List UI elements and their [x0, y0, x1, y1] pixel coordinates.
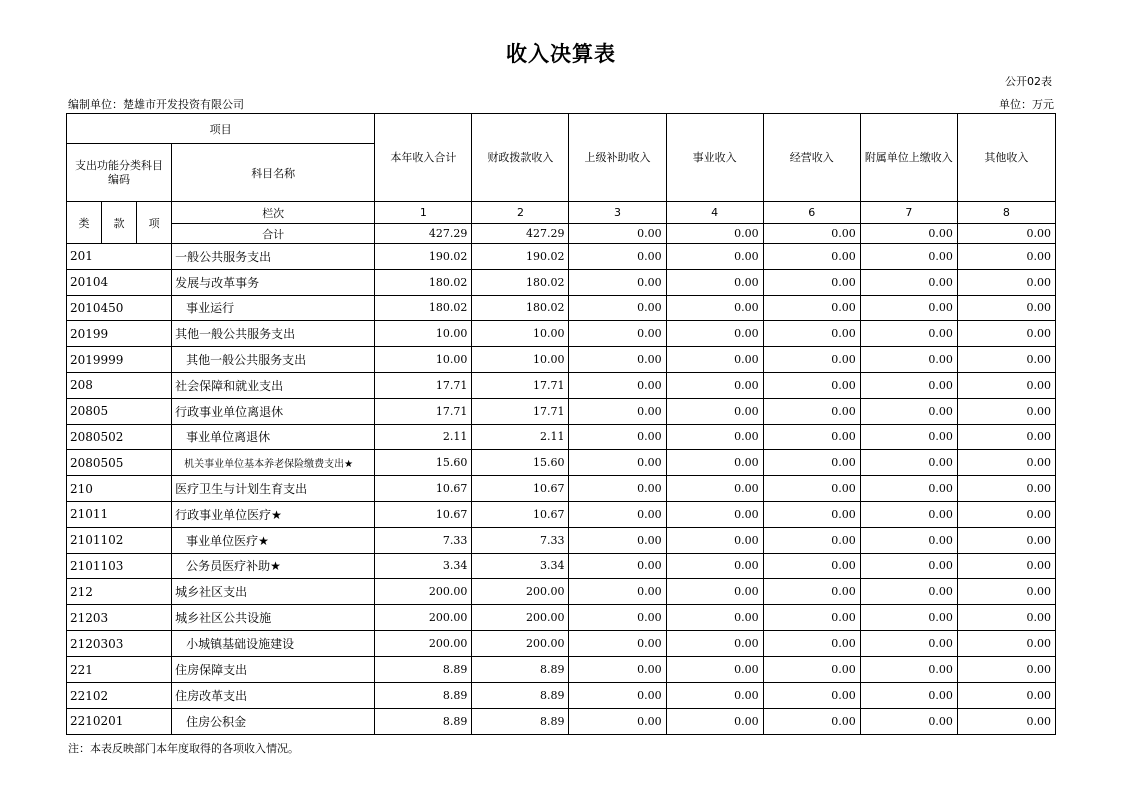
row-value: 8.89 [375, 657, 472, 683]
table-row [67, 424, 1056, 450]
row-value: 8.89 [472, 683, 569, 709]
row-value: 0.00 [860, 631, 957, 657]
row-value: 200.00 [375, 579, 472, 605]
row-subject-name: 住房保障支出 [172, 657, 375, 683]
row-value: 0.00 [763, 321, 860, 347]
row-code: 201 [67, 244, 172, 270]
row-value: 15.60 [472, 450, 569, 476]
row-value: 0.00 [957, 398, 1055, 424]
row-value: 10.67 [375, 501, 472, 527]
row-subject-name: 发展与改革事务 [172, 269, 375, 295]
row-code: 21203 [67, 605, 172, 631]
header-item: 项目 [67, 114, 375, 144]
row-value: 0.00 [957, 295, 1055, 321]
table-row [67, 269, 1056, 295]
row-value: 0.00 [860, 501, 957, 527]
row-value: 0.00 [666, 631, 763, 657]
row-value: 180.02 [375, 269, 472, 295]
table-row [67, 708, 1056, 734]
table-row [67, 553, 1056, 579]
total-value: 0.00 [860, 224, 957, 244]
row-subject-name: 社会保障和就业支出 [172, 372, 375, 398]
row-value: 0.00 [666, 683, 763, 709]
row-value: 0.00 [569, 605, 666, 631]
header-col-2: 财政拨款收入 [472, 114, 569, 202]
row-value: 0.00 [860, 657, 957, 683]
header-col-3: 上级补助收入 [569, 114, 666, 202]
row-subject-name: 医疗卫生与计划生育支出 [172, 476, 375, 502]
row-value: 0.00 [666, 372, 763, 398]
row-value: 0.00 [957, 372, 1055, 398]
row-value: 7.33 [375, 527, 472, 553]
row-value: 180.02 [375, 295, 472, 321]
row-code: 208 [67, 372, 172, 398]
row-value: 0.00 [763, 398, 860, 424]
row-code: 2080505 [67, 450, 172, 476]
row-value: 0.00 [860, 476, 957, 502]
row-subject-name: 其他一般公共服务支出 [172, 321, 375, 347]
total-value: 427.29 [375, 224, 472, 244]
row-value: 0.00 [860, 450, 957, 476]
row-value: 200.00 [472, 579, 569, 605]
header-kuan: 款 [102, 202, 137, 244]
row-subject-name: 行政事业单位医疗★ [172, 501, 375, 527]
table-row [67, 579, 1056, 605]
header-code-group: 支出功能分类科目编码 [67, 144, 172, 202]
table-row [67, 501, 1056, 527]
table-row [67, 631, 1056, 657]
form-code: 公开02表 [1005, 75, 1052, 88]
row-value: 0.00 [860, 579, 957, 605]
row-value: 0.00 [666, 347, 763, 373]
table-row [67, 476, 1056, 502]
row-code: 20104 [67, 269, 172, 295]
table-row [67, 347, 1056, 373]
row-value: 0.00 [666, 553, 763, 579]
row-value: 8.89 [375, 708, 472, 734]
row-code: 221 [67, 657, 172, 683]
table-row [67, 683, 1056, 709]
total-value: 427.29 [472, 224, 569, 244]
row-value: 0.00 [957, 347, 1055, 373]
row-value: 10.67 [375, 476, 472, 502]
table-row [67, 657, 1056, 683]
row-value: 17.71 [472, 398, 569, 424]
table-row [67, 527, 1056, 553]
footnote: 注：本表反映部门本年度取得的各项收入情况。 [68, 742, 299, 755]
column-number: 1 [375, 202, 472, 224]
row-value: 0.00 [763, 527, 860, 553]
row-subject-name: 住房公积金 [172, 708, 375, 734]
row-value: 0.00 [569, 683, 666, 709]
row-value: 0.00 [860, 683, 957, 709]
row-value: 200.00 [375, 605, 472, 631]
row-value: 0.00 [860, 527, 957, 553]
row-value: 0.00 [763, 708, 860, 734]
header-col-5: 经营收入 [763, 114, 860, 202]
row-value: 0.00 [860, 347, 957, 373]
row-value: 180.02 [472, 269, 569, 295]
row-code: 212 [67, 579, 172, 605]
row-value: 0.00 [666, 657, 763, 683]
row-subject-name: 城乡社区支出 [172, 579, 375, 605]
row-value: 0.00 [763, 631, 860, 657]
row-subject-name: 城乡社区公共设施 [172, 605, 375, 631]
row-value: 8.89 [472, 657, 569, 683]
header-subject-name: 科目名称 [172, 144, 375, 202]
row-value: 0.00 [957, 501, 1055, 527]
row-value: 0.00 [666, 295, 763, 321]
total-label: 合计 [172, 224, 375, 244]
row-value: 10.00 [472, 321, 569, 347]
row-value: 10.67 [472, 476, 569, 502]
row-subject-name: 机关事业单位基本养老保险缴费支出★ [172, 450, 375, 476]
row-value: 200.00 [472, 605, 569, 631]
row-code: 20199 [67, 321, 172, 347]
income-table [66, 113, 1056, 735]
row-value: 0.00 [860, 372, 957, 398]
row-value: 15.60 [375, 450, 472, 476]
row-value: 0.00 [860, 321, 957, 347]
table-row [67, 605, 1056, 631]
table-row [67, 244, 1056, 270]
table-row [67, 295, 1056, 321]
total-value: 0.00 [666, 224, 763, 244]
row-value: 0.00 [957, 657, 1055, 683]
row-value: 200.00 [472, 631, 569, 657]
row-value: 10.67 [472, 501, 569, 527]
row-subject-name: 行政事业单位离退休 [172, 398, 375, 424]
row-value: 0.00 [569, 398, 666, 424]
row-value: 0.00 [569, 347, 666, 373]
row-value: 0.00 [569, 501, 666, 527]
row-value: 0.00 [763, 244, 860, 270]
row-value: 0.00 [763, 372, 860, 398]
row-value: 0.00 [860, 605, 957, 631]
row-value: 0.00 [957, 450, 1055, 476]
row-value: 0.00 [569, 372, 666, 398]
row-value: 0.00 [957, 269, 1055, 295]
row-value: 0.00 [569, 708, 666, 734]
row-value: 0.00 [860, 269, 957, 295]
row-subject-name: 小城镇基础设施建设 [172, 631, 375, 657]
row-subject-name: 事业单位医疗★ [172, 527, 375, 553]
row-value: 0.00 [763, 605, 860, 631]
row-value: 0.00 [957, 631, 1055, 657]
row-value: 0.00 [666, 501, 763, 527]
row-code: 20805 [67, 398, 172, 424]
row-value: 0.00 [666, 527, 763, 553]
row-value: 0.00 [666, 476, 763, 502]
row-value: 0.00 [666, 579, 763, 605]
header-column-order: 栏次 [172, 202, 375, 224]
row-value: 0.00 [569, 450, 666, 476]
row-value: 0.00 [763, 683, 860, 709]
row-code: 2101102 [67, 527, 172, 553]
row-subject-name: 其他一般公共服务支出 [172, 347, 375, 373]
row-value: 0.00 [569, 295, 666, 321]
column-number: 3 [569, 202, 666, 224]
row-value: 0.00 [569, 527, 666, 553]
row-value: 0.00 [957, 683, 1055, 709]
row-code: 2019999 [67, 347, 172, 373]
row-value: 0.00 [957, 579, 1055, 605]
row-value: 7.33 [472, 527, 569, 553]
row-code: 21011 [67, 501, 172, 527]
table-row [67, 372, 1056, 398]
row-value: 10.00 [472, 347, 569, 373]
row-value: 8.89 [472, 708, 569, 734]
row-value: 0.00 [666, 450, 763, 476]
column-number: 2 [472, 202, 569, 224]
page-title: 收入决算表 [506, 42, 616, 66]
row-value: 0.00 [569, 579, 666, 605]
row-code: 2080502 [67, 424, 172, 450]
row-value: 0.00 [763, 269, 860, 295]
row-value: 0.00 [957, 244, 1055, 270]
row-value: 0.00 [957, 553, 1055, 579]
row-value: 0.00 [763, 450, 860, 476]
row-value: 2.11 [472, 424, 569, 450]
row-value: 180.02 [472, 295, 569, 321]
row-value: 0.00 [763, 347, 860, 373]
row-code: 2010450 [67, 295, 172, 321]
row-value: 0.00 [666, 269, 763, 295]
header-col-7: 其他收入 [957, 114, 1055, 202]
row-code: 2210201 [67, 708, 172, 734]
row-value: 0.00 [957, 527, 1055, 553]
row-value: 0.00 [763, 476, 860, 502]
row-value: 0.00 [763, 424, 860, 450]
row-code: 210 [67, 476, 172, 502]
column-number: 8 [957, 202, 1055, 224]
row-value: 0.00 [860, 708, 957, 734]
total-value: 0.00 [763, 224, 860, 244]
row-value: 0.00 [569, 321, 666, 347]
row-value: 0.00 [569, 631, 666, 657]
column-number: 7 [860, 202, 957, 224]
row-code: 22102 [67, 683, 172, 709]
row-subject-name: 住房改革支出 [172, 683, 375, 709]
row-value: 0.00 [666, 708, 763, 734]
row-value: 0.00 [569, 244, 666, 270]
row-value: 190.02 [472, 244, 569, 270]
row-value: 10.00 [375, 347, 472, 373]
row-value: 0.00 [860, 244, 957, 270]
row-code: 2101103 [67, 553, 172, 579]
row-value: 0.00 [666, 424, 763, 450]
preparing-unit: 编制单位：楚雄市开发投资有限公司 [68, 98, 244, 111]
header-lei: 类 [67, 202, 102, 244]
row-value: 190.02 [375, 244, 472, 270]
column-number: 4 [666, 202, 763, 224]
table-row [67, 450, 1056, 476]
table-row [67, 398, 1056, 424]
row-value: 0.00 [957, 476, 1055, 502]
row-value: 0.00 [763, 579, 860, 605]
row-value: 0.00 [569, 424, 666, 450]
total-value: 0.00 [957, 224, 1055, 244]
row-value: 0.00 [860, 398, 957, 424]
column-number: 6 [763, 202, 860, 224]
row-value: 200.00 [375, 631, 472, 657]
row-value: 0.00 [666, 398, 763, 424]
header-xiang: 项 [137, 202, 172, 244]
row-subject-name: 事业单位离退休 [172, 424, 375, 450]
header-col-4: 事业收入 [666, 114, 763, 202]
row-value: 0.00 [763, 553, 860, 579]
row-subject-name: 一般公共服务支出 [172, 244, 375, 270]
row-value: 0.00 [763, 657, 860, 683]
table-row [67, 321, 1056, 347]
row-value: 0.00 [569, 657, 666, 683]
row-value: 0.00 [957, 605, 1055, 631]
row-value: 3.34 [472, 553, 569, 579]
row-value: 8.89 [375, 683, 472, 709]
currency-unit: 单位：万元 [999, 98, 1054, 111]
header-col-6: 附属单位上缴收入 [860, 114, 957, 202]
row-value: 0.00 [860, 553, 957, 579]
row-value: 0.00 [763, 501, 860, 527]
row-subject-name: 事业运行 [172, 295, 375, 321]
row-value: 0.00 [666, 244, 763, 270]
row-value: 0.00 [957, 708, 1055, 734]
row-value: 17.71 [375, 372, 472, 398]
row-value: 0.00 [569, 553, 666, 579]
row-value: 10.00 [375, 321, 472, 347]
row-value: 0.00 [957, 424, 1055, 450]
row-value: 0.00 [569, 476, 666, 502]
row-code: 2120303 [67, 631, 172, 657]
row-value: 0.00 [569, 269, 666, 295]
header-col-1: 本年收入合计 [375, 114, 472, 202]
row-value: 0.00 [860, 295, 957, 321]
row-value: 3.34 [375, 553, 472, 579]
row-value: 0.00 [957, 321, 1055, 347]
row-value: 17.71 [472, 372, 569, 398]
row-value: 0.00 [666, 321, 763, 347]
row-value: 0.00 [666, 605, 763, 631]
row-value: 2.11 [375, 424, 472, 450]
total-value: 0.00 [569, 224, 666, 244]
row-subject-name: 公务员医疗补助★ [172, 553, 375, 579]
row-value: 0.00 [763, 295, 860, 321]
row-value: 17.71 [375, 398, 472, 424]
row-value: 0.00 [860, 424, 957, 450]
